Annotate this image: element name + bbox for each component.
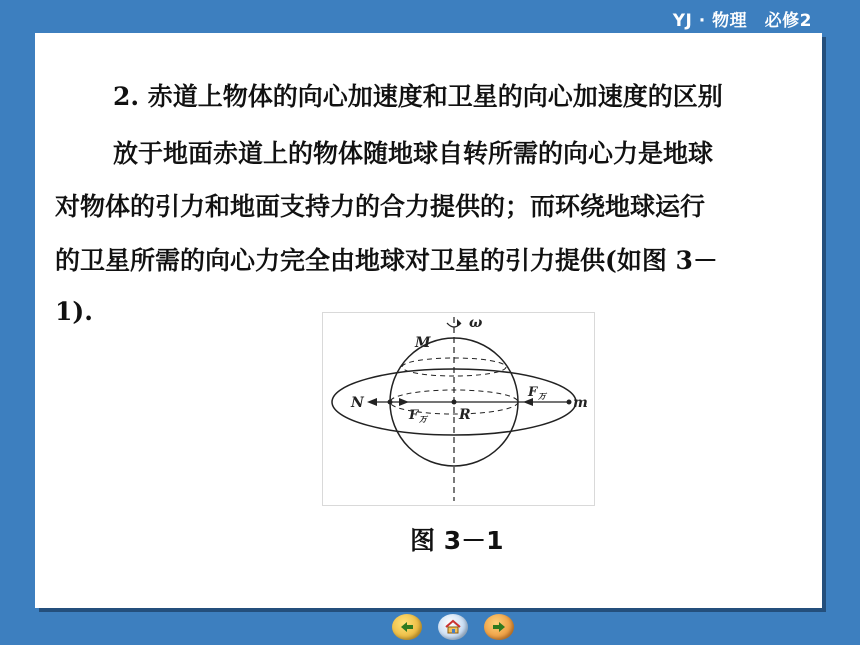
omega-label: ω <box>469 315 483 331</box>
next-arrow-glyph <box>491 620 507 634</box>
prev-arrow-icon[interactable] <box>392 614 422 640</box>
content-panel <box>35 33 822 608</box>
paragraph-line-2: 对物体的引力和地面支持力的合力提供的；而环绕地球运行 <box>55 192 706 221</box>
satellite-gravity-label: F <box>528 385 538 400</box>
satellite-mass-label: m <box>573 395 588 411</box>
section-heading: 2. 赤道上物体的向心加速度和卫星的向心加速度的区别 <box>113 82 723 111</box>
next-arrow-icon[interactable] <box>484 614 514 640</box>
paragraph-line-4: 1). <box>55 297 93 326</box>
earth-orbit-diagram <box>323 313 594 505</box>
object-point <box>388 400 393 405</box>
home-glyph <box>444 619 462 635</box>
object-gravity-subscript: 万 <box>419 414 427 424</box>
paragraph-line-1: 放于地面赤道上的物体随地球自转所需的向心力是地球 <box>113 139 714 168</box>
slide-navigation <box>392 614 514 640</box>
radius-label: R <box>459 407 471 423</box>
paragraph-line-3: 的卫星所需的向心力完全由地球对卫星的引力提供(如图 3－ <box>55 246 718 275</box>
satellite-point <box>567 400 572 405</box>
earth-orbit-figure <box>322 312 595 506</box>
normal-force-label: N <box>351 395 364 411</box>
gravity-arrow-object <box>399 398 409 406</box>
satellite-gravity-subscript: 万 <box>538 391 546 401</box>
course-header: YJ · 物理 必修2 <box>672 11 812 31</box>
earth-center-point <box>452 400 457 405</box>
normal-force-arrow <box>367 398 377 406</box>
earth-mass-label: M <box>415 335 431 351</box>
home-icon[interactable] <box>438 614 468 640</box>
prev-arrow-glyph <box>399 620 415 634</box>
figure-caption: 图 3－1 <box>410 526 504 555</box>
object-gravity-label: F <box>409 408 419 423</box>
